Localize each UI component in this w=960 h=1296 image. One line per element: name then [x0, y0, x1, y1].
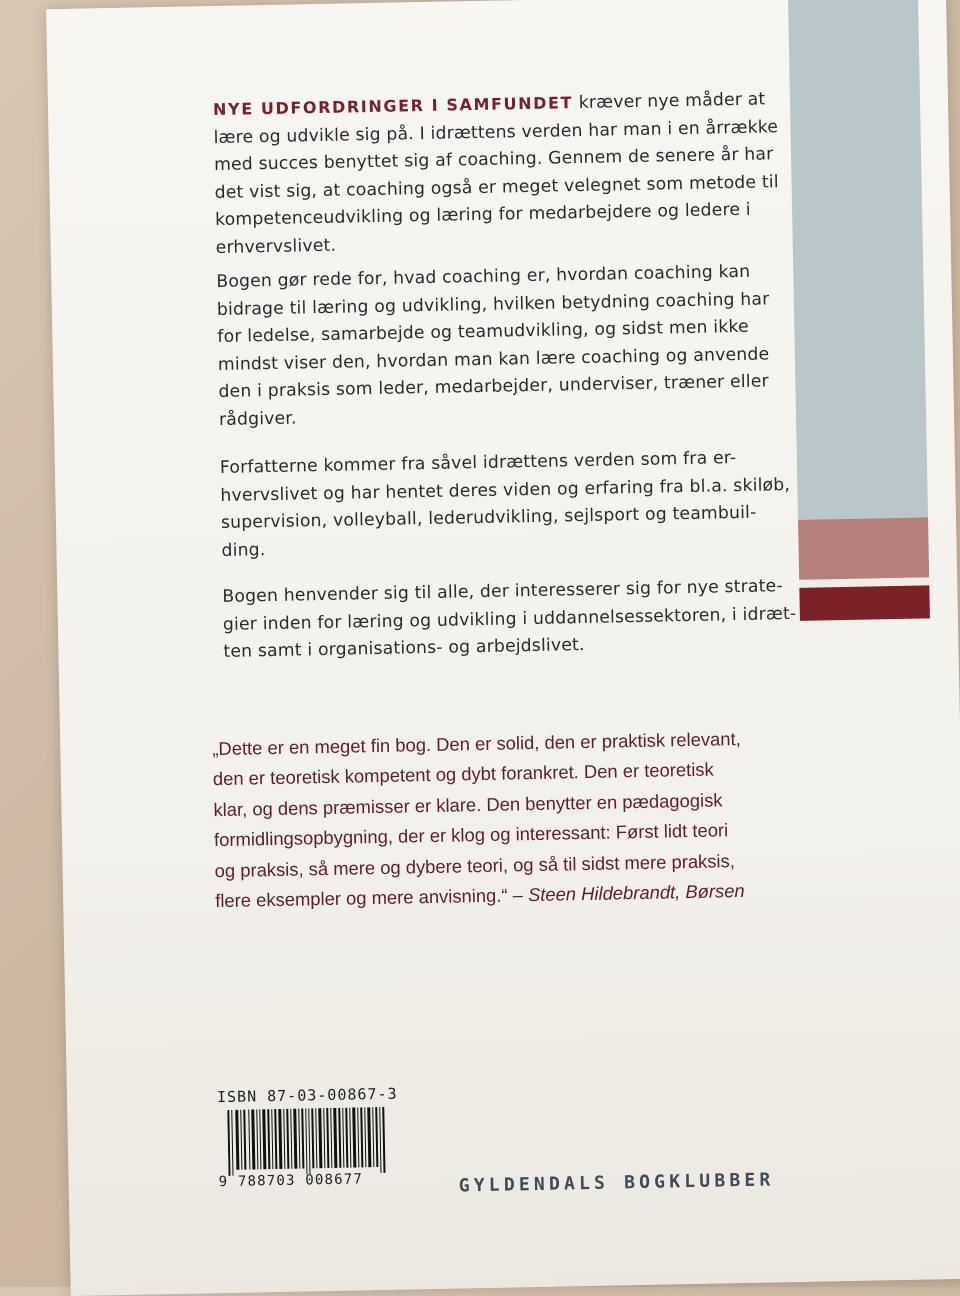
- quote-line: flere eksempler og mere anvisning.“ – Steen Hildebrandt, Børsen: [215, 879, 745, 912]
- quote-line: klar, og dens præmisser er klare. Den benytter en pædagogisk: [213, 789, 723, 820]
- quote-author: – Steen Hildebrandt, Børsen: [512, 879, 745, 906]
- paragraph-2: [216, 259, 770, 434]
- review-quote: [212, 724, 755, 917]
- paragraph-4: [222, 574, 797, 666]
- intro-paragraph: [212, 86, 779, 262]
- intro-line: med succes benyttet sig af coaching. Gennem de senere år har: [213, 144, 774, 176]
- paragraph-line: gier inden for læring og udvikling i uddannelsessektoren, i idræt-: [222, 603, 797, 635]
- isbn-label: ISBN 87-03-00867-3: [216, 1084, 398, 1107]
- intro-line: erhvervslivet.: [215, 235, 337, 258]
- intro-line: NYE UDFORDRINGER I SAMFUNDET kræver nye måder at: [212, 89, 766, 120]
- paragraph-line: hvervslivet og har hentet deres viden og erfaring fra bl.a. skiløb,: [220, 474, 791, 506]
- paragraph-line: ten samt i organisations- og arbejdslivet.: [223, 635, 585, 663]
- paragraph-line: Forfatterne kommer fra såvel idrættens verden som fra er-: [219, 448, 737, 478]
- intro-lead: NYE UDFORDRINGER I SAMFUNDET: [212, 93, 574, 120]
- cover-stripe-blue: [788, 0, 928, 520]
- paragraph-line: ding.: [221, 539, 266, 561]
- paragraph-line: for ledelse, samarbejde og teamudvikling, og sidst men ikke: [217, 316, 749, 348]
- quote-line: den er teoretisk kompetent og dybt forankret. Den er teoretisk: [212, 758, 714, 790]
- publisher-name: GYLDENDALS BOGKLUBBER: [458, 1169, 775, 1197]
- paragraph-line: den i praksis som leder, medarbejder, underviser, træner eller: [218, 371, 769, 403]
- quote-line: „Dette er en meget fin bog. Den er solid, den er praktisk relevant,: [212, 728, 741, 760]
- cover-stripe-pink: [798, 517, 929, 579]
- paragraph-line: Bogen gør rede for, hvad coaching er, hvordan coaching kan: [216, 261, 751, 292]
- paragraph-3: [219, 445, 791, 565]
- cover-stripe-maroon: [799, 585, 930, 620]
- intro-line: lære og udvikle sig på. I idrættens verden har man i en årrække: [213, 116, 779, 148]
- paragraph-line: mindst viser den, hvordan man kan lære coaching og anvende: [217, 344, 770, 375]
- quote-line: formidlingsopbygning, der er klog og interessant: Først lidt teori: [213, 819, 729, 851]
- paragraph-line: rådgiver.: [218, 408, 297, 430]
- paragraph-line: supervision, volleyball, lederudvikling, sejlsport og teambuil-: [220, 502, 757, 534]
- paragraph-line: bidrage til læring og udvikling, hvilken betydning coaching har: [216, 288, 770, 320]
- intro-line: det vist sig, at coaching også er meget velegnet som metode til: [214, 171, 779, 203]
- intro-line: kompetenceudvikling og læring for medarbejdere og ledere i: [214, 200, 751, 231]
- paragraph-line: Bogen henvender sig til alle, der interesserer sig for nye strate-: [222, 576, 783, 607]
- barcode-image: [227, 1106, 428, 1176]
- barcode-number: 9 788703 008677: [218, 1171, 364, 1191]
- quote-line: og praksis, så mere og dybere teori, og så til sidst mere praksis,: [214, 849, 736, 881]
- book-back-cover: [46, 0, 960, 1296]
